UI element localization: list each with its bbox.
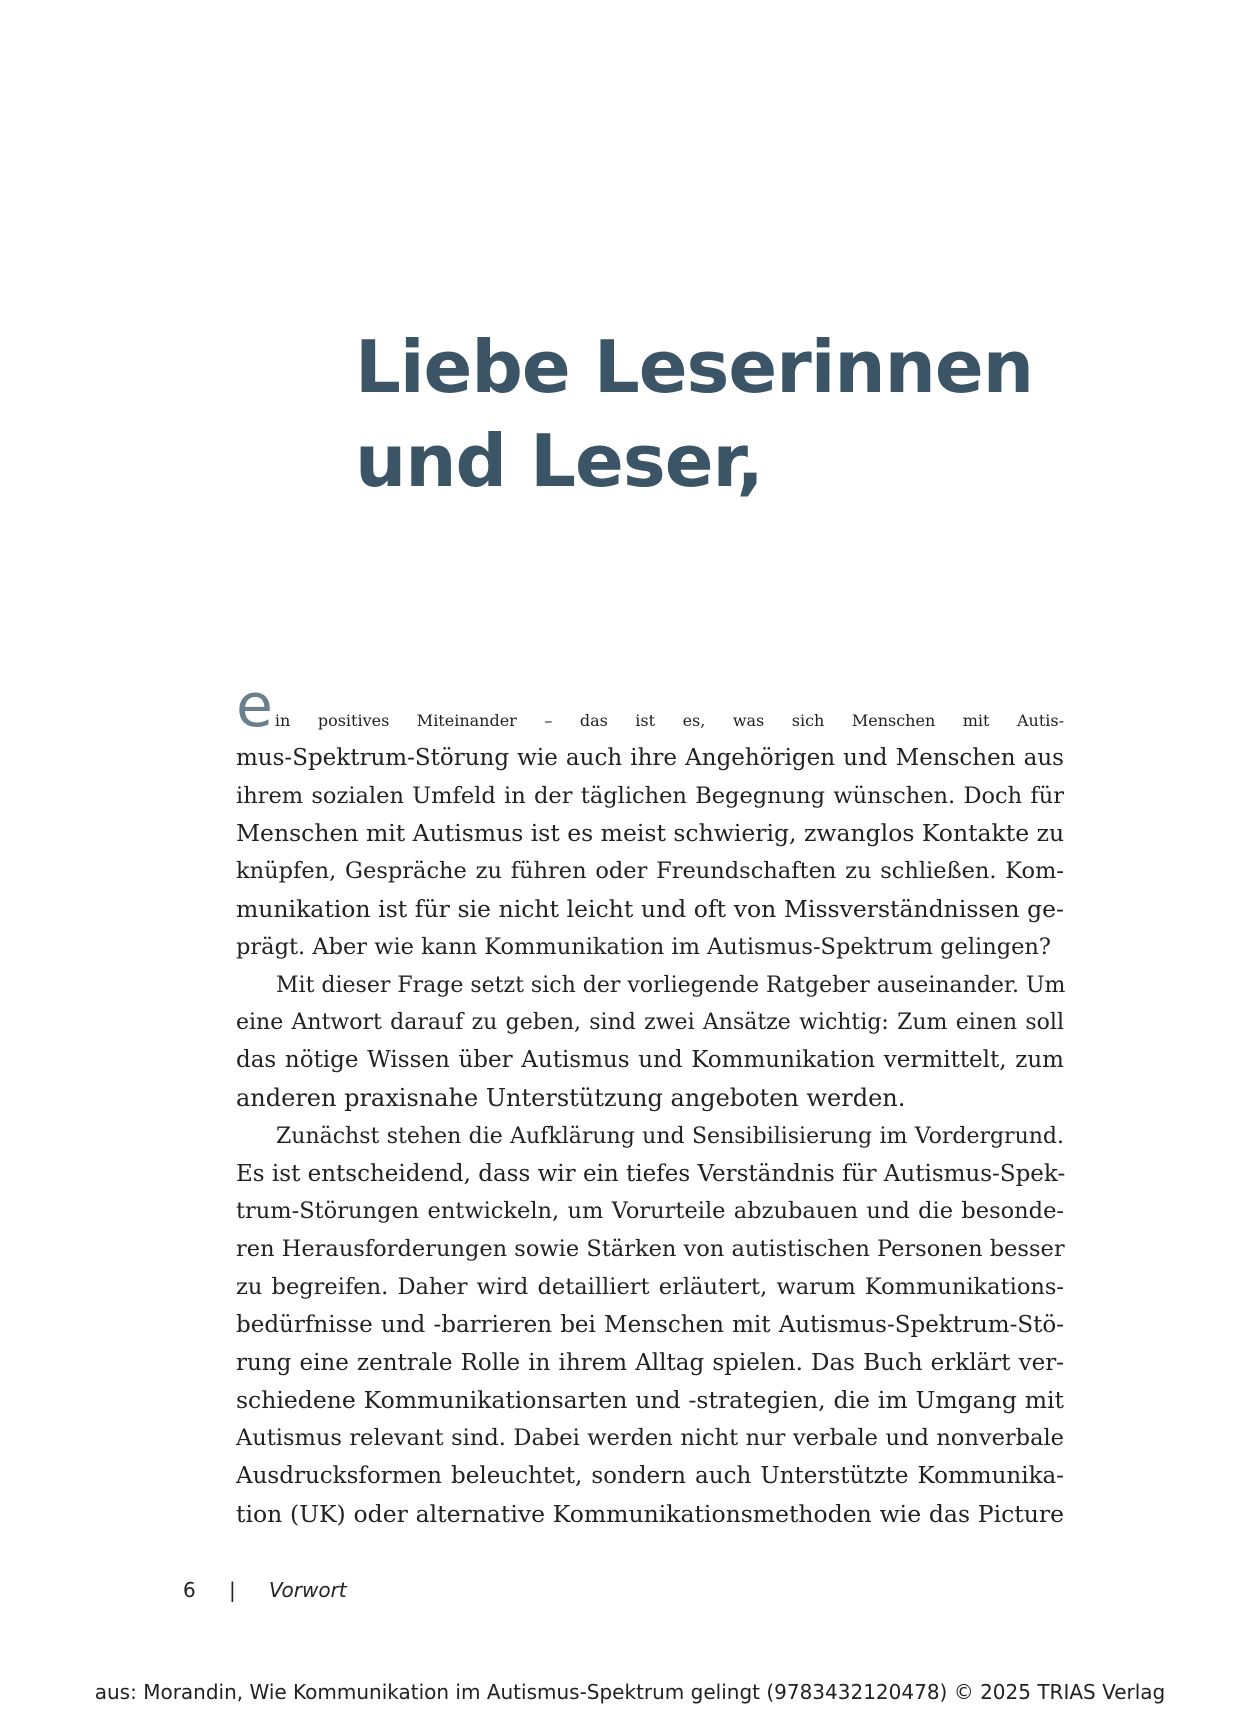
page-number: 6 bbox=[183, 1578, 196, 1602]
text-line: tion (UK) oder alternative Kommunikationsmethoden wie das Picture bbox=[236, 1499, 1064, 1528]
text-line: ihrem sozialen Umfeld in der täglichen Begegnung wünschen. Doch für bbox=[236, 782, 1064, 809]
text-line: trum-Störungen entwickeln, um Vorurteile abzubauen und die besonde- bbox=[236, 1198, 1064, 1225]
page-title bbox=[355, 320, 1155, 508]
text-line: knüpfen, Gespräche zu führen oder Freundschaften zu schließen. Kom- bbox=[236, 858, 1064, 885]
text-line: mus-Spektrum-Störung wie auch ihre Angehörigen und Menschen aus bbox=[236, 744, 1064, 771]
text-line: Autismus relevant sind. Dabei werden nicht nur verbale und nonverbale bbox=[236, 1425, 1064, 1452]
drop-cap: e bbox=[236, 671, 273, 741]
text-line: bedürfnisse und -barrieren bei Menschen mit Autismus-Spektrum-Stö- bbox=[236, 1311, 1064, 1338]
text-line: Es ist entscheidend, dass wir ein tiefes Verständnis für Autismus-Spek- bbox=[236, 1160, 1066, 1187]
body-text bbox=[236, 671, 1066, 1534]
text-line: rung eine zentrale Rolle in ihrem Alltag spielen. Das Buch erklärt ver- bbox=[236, 1349, 1064, 1376]
page-footer bbox=[183, 1578, 347, 1602]
text-line: eine Antwort darauf zu geben, sind zwei Ansätze wichtig: Zum einen soll bbox=[236, 1010, 1064, 1036]
text-line: Menschen mit Autismus ist es meist schwierig, zwanglos Kontakte zu bbox=[236, 819, 1065, 848]
text-line: Mit dieser Frage setzt sich der vorliegende Ratgeber auseinander. Um bbox=[276, 972, 1066, 998]
text-line: schiedene Kommunikationsarten und -strategien, die im Umgang mit bbox=[236, 1386, 1064, 1415]
text-line: prägt. Aber wie kann Kommunikation im Autismus-Spektrum gelingen? bbox=[236, 933, 1051, 960]
text-line: ren Herausforderungen sowie Stärken von autistischen Personen besser bbox=[236, 1236, 1065, 1263]
text-line: das nötige Wissen über Autismus und Kommunikation vermittelt, zum bbox=[236, 1047, 1064, 1074]
section-name: Vorwort bbox=[269, 1578, 347, 1602]
text-line: zu begreifen. Daher wird detailliert erläutert, warum Kommunikations- bbox=[236, 1273, 1064, 1300]
first-line bbox=[236, 671, 1064, 741]
title-line-2: und Leser, bbox=[355, 419, 763, 503]
text-line: Ausdrucksformen beleuchtet, sondern auch Unterstützte Kommunika- bbox=[236, 1462, 1064, 1489]
text-line: munikation ist für sie nicht leicht und oft von Missverständnissen ge- bbox=[236, 894, 1064, 923]
text-line: in positives Miteinander – das ist es, was sich Menschen mit Autis- bbox=[274, 711, 1064, 730]
title-line-1: Liebe Leserinnen bbox=[355, 325, 1034, 409]
footer-separator: | bbox=[229, 1578, 236, 1602]
text-line: Zunächst stehen die Aufklärung und Sensibilisierung im Vordergrund. bbox=[276, 1123, 1064, 1149]
source-credit: aus: Morandin, Wie Kommunikation im Autismus-Spektrum gelingt (9783432120478) © 2025 TRIAS Verlag bbox=[94, 1680, 1166, 1704]
text-line: anderen praxisnahe Unterstützung angeboten werden. bbox=[236, 1083, 906, 1112]
